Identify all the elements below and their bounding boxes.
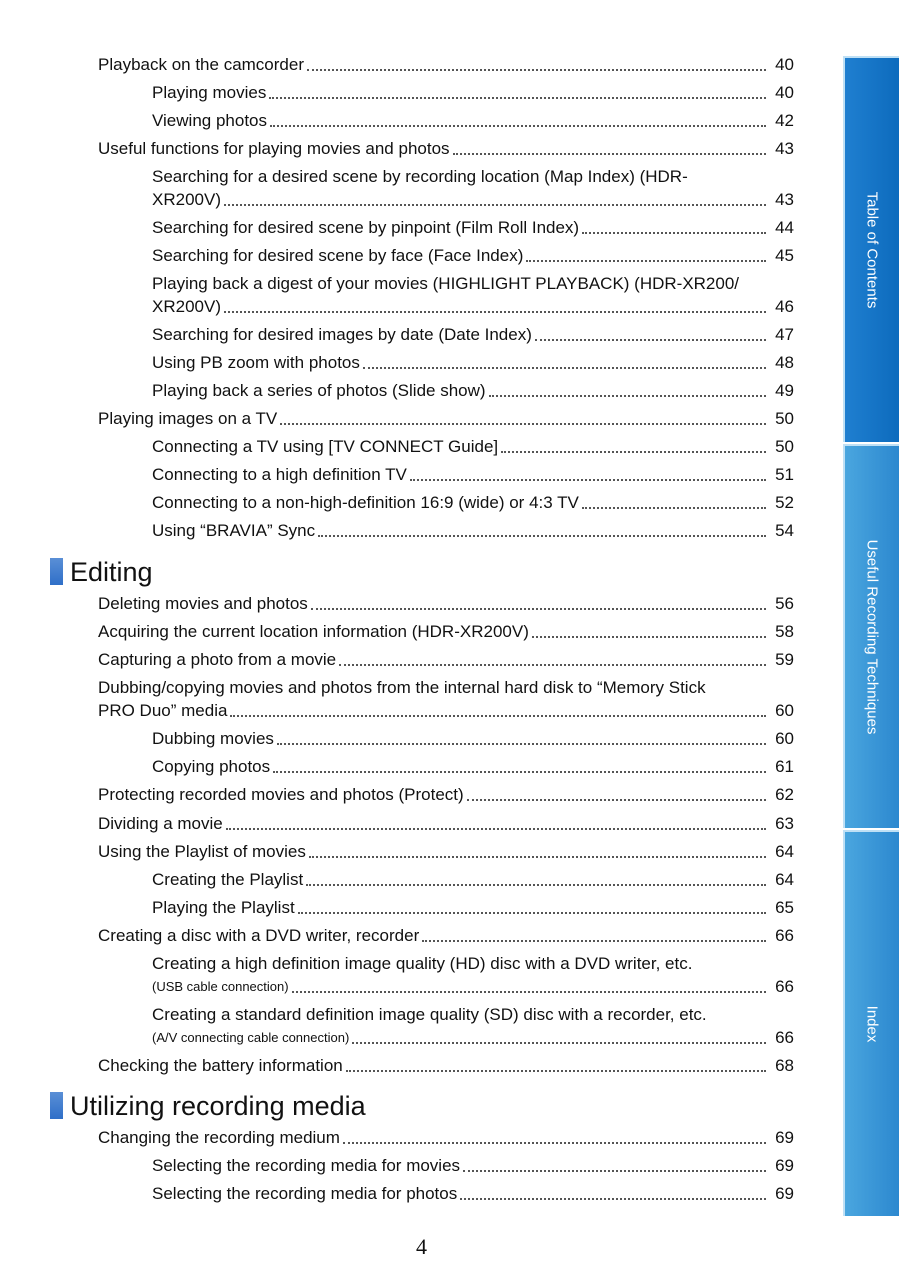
leader-dots xyxy=(460,1198,766,1200)
toc-entry-title: Protecting recorded movies and photos (Protect) xyxy=(98,785,464,804)
toc-entry-page: 59 xyxy=(775,650,794,669)
toc-entry-page: 43 xyxy=(775,190,794,209)
toc-entry[interactable] xyxy=(98,592,794,615)
toc-entry-title-cont: XR200V) xyxy=(152,297,221,316)
toc-entry-title: Searching for desired images by date (Date Index) xyxy=(152,325,532,344)
toc-entry-title: Dividing a movie xyxy=(98,814,223,833)
toc-entry[interactable] xyxy=(98,137,794,160)
leader-dots xyxy=(270,125,766,127)
toc-subentry[interactable] xyxy=(152,272,794,318)
leader-dots xyxy=(273,771,766,773)
leader-dots xyxy=(526,260,766,262)
toc-subentry[interactable] xyxy=(152,109,794,132)
toc-entry-page: 40 xyxy=(775,83,794,102)
toc-entry-title: Dubbing/copying movies and photos from the internal hard disk to “Memory Stick xyxy=(98,678,706,697)
toc-entry-title: Viewing photos xyxy=(152,111,267,130)
leader-dots xyxy=(535,339,766,341)
leader-dots xyxy=(463,1170,766,1172)
toc-entry-page: 65 xyxy=(775,898,794,917)
leader-dots xyxy=(346,1070,766,1072)
toc-entry-page: 66 xyxy=(775,926,794,945)
toc-entry-page: 64 xyxy=(775,870,794,889)
tab-table-of-contents[interactable] xyxy=(843,56,899,442)
leader-dots xyxy=(582,507,766,509)
toc-entry-title: Using the Playlist of movies xyxy=(98,842,306,861)
toc-entry[interactable] xyxy=(98,620,794,643)
toc-entry-title: Dubbing movies xyxy=(152,729,274,748)
leader-dots xyxy=(224,204,766,206)
leader-dots xyxy=(307,69,766,71)
toc-entry-title: Playing images on a TV xyxy=(98,409,278,428)
section-marker xyxy=(50,1092,63,1119)
toc-entry-page: 43 xyxy=(775,139,794,158)
toc-subentry[interactable] xyxy=(152,463,794,486)
toc-entry-page: 40 xyxy=(775,55,794,74)
toc-entry-title: Creating the Playlist xyxy=(152,870,304,889)
toc-entry-title: Playback on the camcorder xyxy=(98,55,304,74)
toc-entry-page: 51 xyxy=(775,465,794,484)
toc-entry-title: Acquiring the current location information (HDR-XR200V) xyxy=(98,622,529,641)
leader-dots xyxy=(318,535,766,537)
toc-entry-title: Useful functions for playing movies and photos xyxy=(98,139,450,158)
toc-entry-page: 58 xyxy=(775,622,794,641)
toc-subentry[interactable] xyxy=(152,379,794,402)
leader-dots xyxy=(532,636,766,638)
toc-entry-title: Deleting movies and photos xyxy=(98,594,308,613)
toc-subentry[interactable] xyxy=(152,165,794,211)
toc-subentry[interactable] xyxy=(152,351,794,374)
toc-subentry[interactable] xyxy=(152,1003,794,1049)
section-marker xyxy=(50,558,63,585)
section-title: Utilizing recording media xyxy=(70,1091,366,1121)
toc-entry[interactable] xyxy=(98,407,794,430)
leader-dots xyxy=(453,153,766,155)
toc-entry-title: Selecting the recording media for movies xyxy=(152,1156,461,1175)
toc-entry-title: Creating a high definition image quality (HD) disc with a DVD writer, etc. xyxy=(152,954,693,973)
leader-dots xyxy=(363,367,766,369)
toc-entry-page: 46 xyxy=(775,297,794,316)
leader-dots xyxy=(306,884,766,886)
toc-entry-page: 66 xyxy=(775,977,794,996)
toc-subentry[interactable] xyxy=(152,216,794,239)
toc-subentry[interactable] xyxy=(152,81,794,104)
section-title: Editing xyxy=(70,557,153,587)
toc-entry-page: 60 xyxy=(775,729,794,748)
toc-entry-title: Playing back a digest of your movies (HIGHLIGHT PLAYBACK) (HDR-XR200/ xyxy=(152,274,740,293)
toc-subentry[interactable] xyxy=(152,1182,794,1205)
toc-entry-title: Searching for a desired scene by recording location (Map Index) (HDR- xyxy=(152,167,688,186)
toc-entry[interactable] xyxy=(98,1126,794,1149)
toc-entry[interactable] xyxy=(98,924,794,947)
toc-subentry[interactable] xyxy=(152,1154,794,1177)
toc-subentry[interactable] xyxy=(152,868,794,891)
toc-entry-page: 50 xyxy=(775,409,794,428)
leader-dots xyxy=(410,479,766,481)
toc-entry-title-cont: XR200V) xyxy=(152,190,221,209)
toc-entry-page: 49 xyxy=(775,381,794,400)
toc-entry-page: 56 xyxy=(775,594,794,613)
leader-dots xyxy=(269,97,766,99)
tab-useful-recording-techniques[interactable] xyxy=(843,444,899,828)
leader-dots xyxy=(467,799,766,801)
toc-entry-page: 47 xyxy=(775,325,794,344)
leader-dots xyxy=(343,1142,766,1144)
toc-entry-title: Connecting to a non-high-definition 16:9 (wide) or 4:3 TV xyxy=(152,493,579,512)
toc-subentry[interactable] xyxy=(152,727,794,750)
toc-entry[interactable] xyxy=(98,783,794,806)
tab-label: Useful Recording Techniques xyxy=(863,539,881,735)
toc-entry-title: Connecting a TV using [TV CONNECT Guide] xyxy=(152,437,499,456)
toc-entry-page: 48 xyxy=(775,353,794,372)
toc-entry-page: 62 xyxy=(775,785,794,804)
toc-entry-page: 69 xyxy=(775,1128,794,1147)
toc-entry-page: 52 xyxy=(775,493,794,512)
section-heading-editing xyxy=(50,556,153,588)
toc-entry-page: 60 xyxy=(775,701,794,720)
toc-entry-title: Searching for desired scene by face (Face Index) xyxy=(152,246,524,265)
leader-dots xyxy=(226,828,766,830)
toc-entry[interactable] xyxy=(98,812,794,835)
toc-entry-title: Using PB zoom with photos xyxy=(152,353,360,372)
leader-dots xyxy=(230,715,766,717)
leader-dots xyxy=(280,423,766,425)
toc-entry-page: 66 xyxy=(775,1028,794,1047)
toc-subentry[interactable] xyxy=(152,896,794,919)
toc-entry-page: 44 xyxy=(775,218,794,237)
toc-subentry[interactable] xyxy=(152,519,794,542)
toc-entry-page: 69 xyxy=(775,1156,794,1175)
leader-dots xyxy=(277,743,766,745)
toc-entry-page: 63 xyxy=(775,814,794,833)
toc-entry-title-cont: (A/V connecting cable connection) xyxy=(152,1030,350,1045)
toc-entry-title: Playing the Playlist xyxy=(152,898,295,917)
toc-subentry[interactable] xyxy=(152,952,794,998)
toc-entry[interactable] xyxy=(98,840,794,863)
leader-dots xyxy=(292,991,766,993)
toc-entry[interactable] xyxy=(98,53,794,76)
page-number: 4 xyxy=(416,1234,427,1259)
toc-entry-title: Using “BRAVIA” Sync xyxy=(152,521,316,540)
toc-entry-page: 42 xyxy=(775,111,794,130)
toc-entry[interactable] xyxy=(98,1054,794,1077)
toc-subentry[interactable] xyxy=(152,244,794,267)
toc-entry-title: Copying photos xyxy=(152,757,271,776)
leader-dots xyxy=(422,940,766,942)
toc-subentry[interactable] xyxy=(152,435,794,458)
toc-entry-title: Capturing a photo from a movie xyxy=(98,650,337,669)
toc-subentry[interactable] xyxy=(152,491,794,514)
tab-label: Index xyxy=(863,1005,881,1043)
toc-entry[interactable] xyxy=(98,676,794,722)
toc-entry-page: 50 xyxy=(775,437,794,456)
toc-entry-title: Checking the battery information xyxy=(98,1056,343,1075)
toc-entry-title: Connecting to a high definition TV xyxy=(152,465,407,484)
leader-dots xyxy=(309,856,766,858)
toc-entry[interactable] xyxy=(98,648,794,671)
toc-entry-title: Selecting the recording media for photos xyxy=(152,1184,458,1203)
leader-dots xyxy=(339,664,766,666)
toc-subentry[interactable] xyxy=(152,323,794,346)
toc-entry-title-cont: (USB cable connection) xyxy=(152,979,289,994)
leader-dots xyxy=(224,311,766,313)
section-heading-utilizing-recording-media xyxy=(50,1090,366,1122)
leader-dots xyxy=(582,232,766,234)
toc-entry-page: 61 xyxy=(775,757,794,776)
toc-subentry[interactable] xyxy=(152,755,794,778)
toc-entry-title: Playing back a series of photos (Slide show) xyxy=(152,381,486,400)
toc-entry-title: Playing movies xyxy=(152,83,267,102)
toc-entry-page: 45 xyxy=(775,246,794,265)
toc-entry-page: 54 xyxy=(775,521,794,540)
toc-entry-title: Changing the recording medium xyxy=(98,1128,340,1147)
leader-dots xyxy=(352,1042,766,1044)
leader-dots xyxy=(489,395,766,397)
tab-index[interactable] xyxy=(843,830,899,1216)
toc-entry-page: 64 xyxy=(775,842,794,861)
leader-dots xyxy=(311,608,766,610)
toc-entry-page: 68 xyxy=(775,1056,794,1075)
toc-entry-page: 69 xyxy=(775,1184,794,1203)
tab-label: Table of Contents xyxy=(863,191,881,309)
toc-entry-title: Creating a standard definition image quality (SD) disc with a recorder, etc. xyxy=(152,1005,707,1024)
leader-dots xyxy=(501,451,766,453)
toc-entry-title: Creating a disc with a DVD writer, recorder xyxy=(98,926,420,945)
toc-entry-title: Searching for desired scene by pinpoint (Film Roll Index) xyxy=(152,218,580,237)
toc-entry-title-cont: PRO Duo” media xyxy=(98,701,228,720)
leader-dots xyxy=(298,912,766,914)
